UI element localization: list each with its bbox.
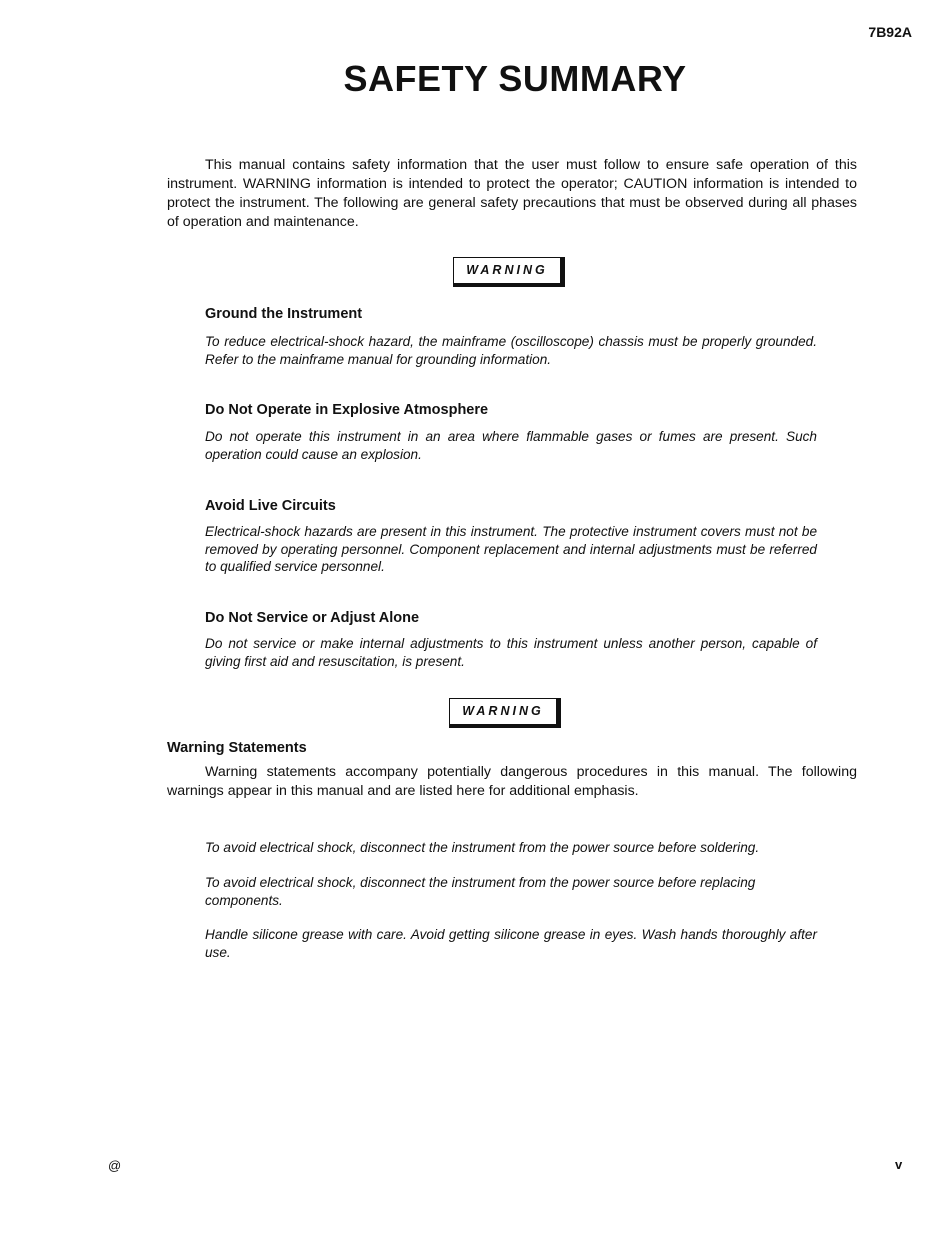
page-title: SAFETY SUMMARY [343,58,687,99]
warning-statement-item: To avoid electrical shock, disconnect the instrument from the power source before replacing components. [205,875,756,908]
precaution-heading-service-alone: Do Not Service or Adjust Alone [205,610,420,626]
precaution-text-live-circuits: Electrical-shock hazards are present in this instrument. The protective instrument covers must not be removed by operating personnel. Component replacement and internal adjustments must be referred to qualified service personnel. [205,524,817,574]
precaution-heading-ground: Ground the Instrument [205,306,363,322]
warning-statements-heading: Warning Statements [167,740,307,756]
precaution-text-ground: To reduce electrical-shock hazard, the mainframe (oscilloscope) chassis must be properly grounded. Refer to the mainframe manual for grounding information. [205,334,817,367]
intro-paragraph: This manual contains safety information that the user must follow to ensure safe operation of this instrument. WARNING information is intended to protect the operator; CAUTION information is intended to protect the instrument. The following are general safety precautions that must be observed during all phases of operation and maintenance. [167,157,857,230]
warning-label-box: WARNING [453,257,565,287]
precaution-text-explosive: Do not operate this instrument in an area where flammable gases or fumes are present. Such operation could cause an explosion. [205,429,817,462]
footer-mark: @ [108,1158,122,1173]
warning-label-box-2: WARNING [449,698,561,728]
warning-statement-item: To avoid electrical shock, disconnect the instrument from the power source before soldering. [205,840,760,855]
warning-statements-intro: Warning statements accompany potentially dangerous procedures in this manual. The following warnings appear in this manual and are listed here for additional emphasis. [167,764,857,799]
precaution-heading-explosive: Do Not Operate in Explosive Atmosphere [205,402,489,418]
document-id: 7B92A [868,24,912,40]
precaution-text-service-alone: Do not service or make internal adjustments to this instrument unless another person, capable of giving first aid and resuscitation, is present. [205,636,817,669]
page-number: v [895,1157,903,1172]
precaution-heading-live-circuits: Avoid Live Circuits [205,498,336,514]
warning-statement-item: Handle silicone grease with care. Avoid getting silicone grease in eyes. Wash hands thoroughly after use. [205,927,817,960]
